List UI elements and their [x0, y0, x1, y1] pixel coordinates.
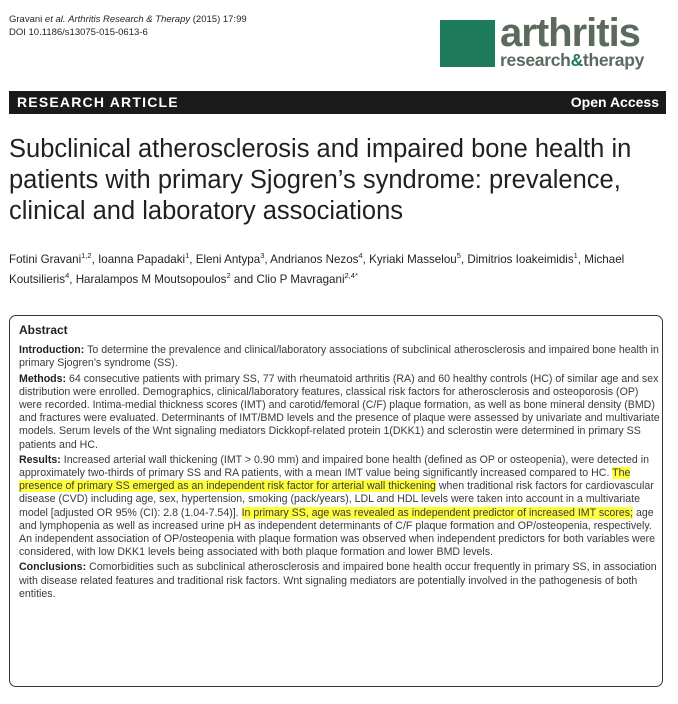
- methods-label: Methods:: [19, 372, 67, 385]
- abstract-methods: [19, 373, 661, 452]
- abstract-heading: Abstract: [19, 323, 68, 337]
- author-and: and: [230, 273, 257, 286]
- results-highlight-2: In primary SS, age was revealed as independent predictor of increased IMT scores;: [241, 506, 633, 519]
- author-name: Clio P Mavragani: [256, 273, 345, 286]
- author-affiliation: 1: [573, 251, 578, 261]
- author-list: Fotini Gravani$^{1,2}$, Ioanna Papadaki$^1$, Eleni Antypa$^3$, Andrianos Nezos$^4$, Kyriaki Masselou$^5$, Dimitrios Ioakeimidis$^1$, Michael Koutsilieris$^4$, Haralampos M Moutsopoulos$^2$ and Clio P Mavragani$^{2,4*}$: [9, 251, 625, 286]
- author-affiliation: 4: [358, 251, 363, 261]
- citation-year-vol: (2015) 17:99: [192, 14, 247, 25]
- conclusions-label: Conclusions:: [19, 561, 87, 574]
- methods-text: 64 consecutive patients with primary SS, 77 with rheumatoid arthritis (RA) and 60 healthy controls (HC) of similar age and sex distribution were enrolled. Demographics, clinical/laboratory features, classical risk factors for atherosclerosis and osteoporosis (OP) were recorded. Intima-medial thickness scores (IMT) and carotid/femoral (C/F) plaque formation, as well as bone mineral density (BMD) and fractures were evaluated. Determinants of IMT/BMD levels and the presence of plaque were assessed by univariate and multivariate models. Serum levels of the Wnt signaling mediators Dickkopf-related protein 1(DKK1) and sclerostin were determined in primary SS patients and HC.: [19, 372, 660, 451]
- author-affiliation: 3: [260, 251, 265, 261]
- results-highlight-1: The presence of primary SS emerged as an independent risk factor for arterial wall thickening: [19, 467, 631, 493]
- introduction-text: To determine the prevalence and clinical/laboratory associations of subclinical atherosclerosis and impaired bone health in primary Sjogren’s syndrome (SS).: [19, 344, 659, 370]
- author-affiliation: 4: [65, 271, 70, 281]
- results-text-1: Increased arterial wall thickening (IMT > 0.90 mm) and impaired bone health (defined as OP or osteopenia), were detected in approximately two-thirds of primary SS and RA patients, with a mean IMT value being significantly increased compared to HC.: [19, 453, 649, 480]
- author-name: Kyriaki Masselou: [369, 253, 457, 266]
- abstract-box: [9, 315, 663, 687]
- citation-journal: Arthritis Research & Therapy: [68, 14, 191, 25]
- abstract-content: [19, 324, 661, 603]
- logo-word-therapy: therapy: [582, 50, 645, 70]
- results-label: Results:: [19, 453, 61, 466]
- doi: DOI 10.1186/s13075-015-0613-6: [9, 27, 148, 38]
- author-name: Michael Koutsilieris: [9, 253, 625, 286]
- author-affiliation: 5: [456, 251, 461, 261]
- citation-line: [9, 13, 247, 26]
- conclusions-text: Comorbidities such as subclinical atherosclerosis and impaired bone health occur frequently in primary SS, in association with disease related features and traditional risk factors. Wnt signaling mediators are potentially involved in the pathogenesis of both entities.: [19, 561, 657, 600]
- journal-logo: [440, 11, 666, 70]
- article-title: Subclinical atherosclerosis and impaired bone health in patients with primary Sjogren’s syndrome: prevalence, clinical and laboratory associations: [9, 135, 632, 225]
- author-name: Haralampos M Moutsopoulos: [75, 273, 227, 286]
- article-type: RESEARCH ARTICLE: [17, 94, 179, 110]
- author-name: Andrianos Nezos: [270, 253, 359, 266]
- abstract-conclusions: [19, 561, 661, 601]
- logo-word-research: research: [500, 50, 571, 70]
- article-banner: [9, 91, 666, 114]
- author-affiliation: 1,2: [81, 251, 92, 261]
- citation-etal: et al.: [44, 14, 66, 25]
- citation-block: [9, 13, 247, 39]
- author-name: Eleni Antypa: [195, 253, 261, 266]
- author-name: Fotini Gravani: [9, 253, 82, 266]
- abstract-results: [19, 454, 661, 560]
- author-affiliation: 1: [185, 251, 190, 261]
- logo-word-research-therapy: [500, 50, 644, 70]
- author-name: Ioanna Papadaki: [98, 253, 186, 266]
- abstract-introduction: [19, 344, 661, 370]
- author-affiliation: 2: [226, 271, 231, 281]
- introduction-label: Introduction:: [19, 344, 85, 357]
- open-access-label: Open Access: [570, 94, 659, 110]
- citation-author: Gravani: [9, 14, 43, 25]
- logo-word-arthritis: arthritis: [500, 11, 640, 55]
- results-text-3: age and lymphopenia as well as increased urine pH as independent determinants of C/F plaque formation and OP/osteopenia, respectively. An independent association of OP/osteopenia with plaque formation was observed when independent predictors for both variables were considered, with low DKK1 levels being associated with both plaque formation and lower BMD levels.: [19, 506, 656, 559]
- author-affiliation: 2,4*: [344, 271, 358, 281]
- logo-square-icon: [440, 20, 495, 67]
- logo-ampersand: &: [570, 50, 583, 70]
- author-name: Dimitrios Ioakeimidis: [467, 253, 574, 266]
- results-text-2: when traditional risk factors for cardiovascular disease (CVD) including age, sex, hypertension, smoking (pack/years), LDL and HDL levels were taken into account in a multivariate model [adjusted OR 95% (CI): 2.8 (1.04-7.54)].: [19, 480, 654, 519]
